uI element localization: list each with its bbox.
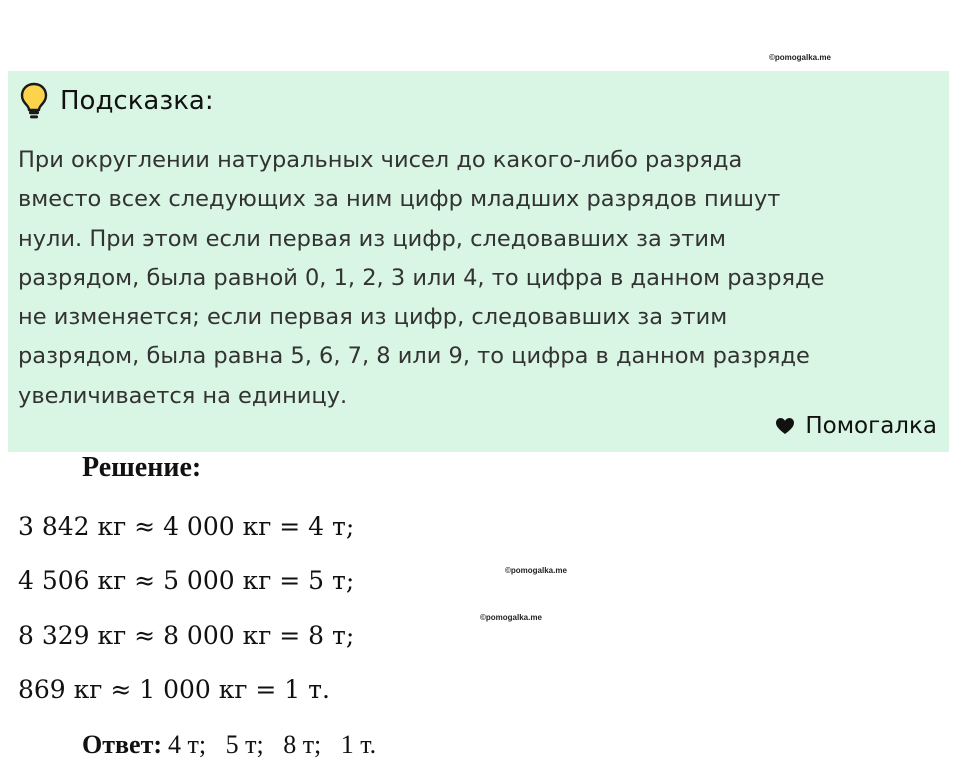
hint-box [8, 71, 949, 452]
solution-line: 869 кг ≈ 1 000 кг = 1 т. [18, 675, 330, 704]
hint-line: разрядом, была равной 0, 1, 2, 3 или 4, то цифра в данном разряде [18, 264, 825, 291]
hint-line: вместо всех следующих за ним цифр младших разрядов пишут [18, 186, 781, 213]
brand-label: Помогалка [805, 413, 937, 439]
watermark-middle: ©pomogalka.me [505, 566, 567, 575]
answer-value: 4 т; 5 т; 8 т; 1 т. [168, 730, 377, 759]
solution-line: 3 842 кг ≈ 4 000 кг = 4 т; [18, 512, 355, 541]
hint-line: нули. При этом если первая из цифр, следовавших за этим [18, 225, 726, 252]
lightbulb-icon [20, 82, 48, 120]
hint-line: увеличивается на единицу. [18, 382, 348, 409]
hint-line: не изменяется; если первая из цифр, следовавших за этим [18, 304, 728, 331]
watermark-middle-lower: ©pomogalka.me [480, 613, 542, 622]
hint-line: разрядом, была равна 5, 6, 7, 8 или 9, то цифра в данном разряде [18, 343, 810, 370]
heart-icon [775, 417, 795, 435]
hint-line: При округлении натуральных чисел до какого-либо разряда [18, 147, 743, 173]
solution-line: 4 506 кг ≈ 5 000 кг = 5 т; [18, 566, 355, 595]
hint-header [20, 81, 214, 121]
hint-text [18, 141, 938, 416]
solution-line: 8 329 кг ≈ 8 000 кг = 8 т; [18, 621, 355, 650]
answer [82, 730, 376, 760]
answer-label: Ответ: [82, 730, 163, 759]
solution-title: Решение: [82, 452, 202, 483]
hint-title: Подсказка: [60, 86, 214, 116]
brand-signature [775, 413, 937, 439]
watermark-top: ©pomogalka.me [769, 53, 831, 62]
